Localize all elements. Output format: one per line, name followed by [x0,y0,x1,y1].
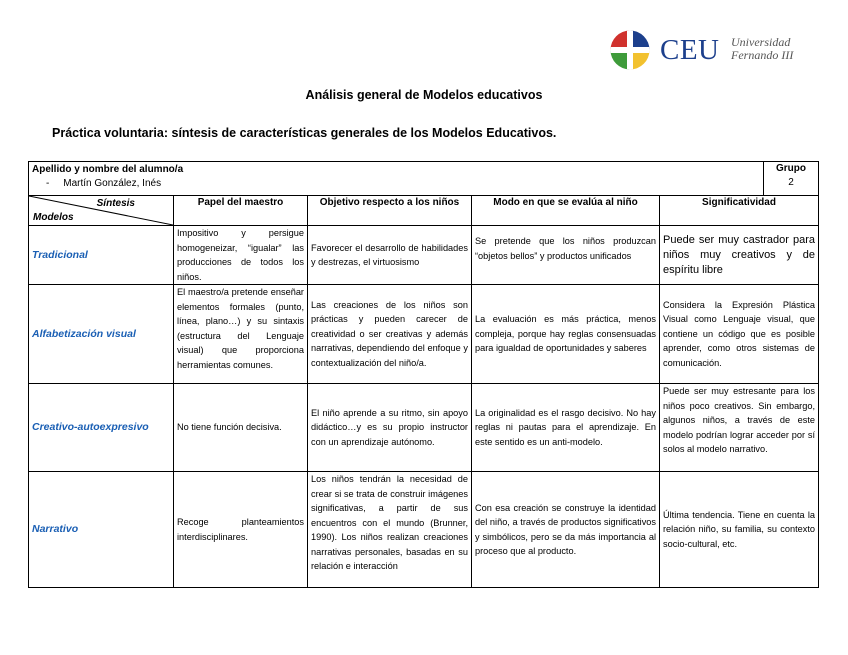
objetivo-cell [308,472,472,588]
column-header-row [29,196,819,226]
student-label: Apellido y nombre del alumno/a [32,164,184,175]
ceu-logo-mark-icon [610,30,650,70]
student-cell [29,162,764,196]
papel-cell: No tiene función decisiva. [174,384,308,472]
model-name: Creativo-autoexpresivo [29,384,174,472]
model-name: Tradicional [29,226,174,285]
modo-cell: Con esa creación se construye la identidad del niño, a través de productos significativos y simbólicos, pero se da más importancia al proceso que al producto. [472,472,660,588]
header-models: Modelos [33,212,74,223]
papel-cell: Recoge planteamientos interdisciplinares. [174,472,308,588]
model-name: Alfabetización visual [29,285,174,384]
student-name: Martín González, Inés [63,178,162,189]
header-synthesis: Síntesis [96,198,135,209]
student-bullet: - [46,178,50,189]
table-row [29,384,819,472]
student-name-line [32,177,760,191]
student-row [29,162,819,196]
university-name [731,36,793,62]
ceu-logo [610,30,810,70]
table-row [29,285,819,384]
header-objetivo: Objetivo respecto a los niños [308,196,472,226]
model-name: Narrativo [29,472,174,588]
group-cell [764,162,819,196]
modo-cell: Se pretende que los niños produzcan “objetos bellos” y productos unificados [472,226,660,285]
objetivo-cell: Favorecer el desarrollo de habilidades y destrezas, el virtuosismo [308,226,472,285]
table-row [29,472,819,588]
objetivo-text: Los niños tendrán la necesidad de crear si se trata de construir imágenes significativas, a partir de sus encuentros con el mundo (Brunner, 1990). Los niños realizan creaciones narrativas personales, basadas en su relación e interacción [311,474,468,571]
papel-cell: El maestro/a pretende enseñar elementos formales (punto, línea, plano…) y su sintaxis (estructura del Lenguaje visual) que proporciona herramientas comunes. [174,285,308,384]
papel-cell: Impositivo y persigue homogeneizar, “igualar” las producciones de todos los niños. [174,226,308,285]
header-papel: Papel del maestro [174,196,308,226]
modo-cell: La evaluación es más práctica, menos compleja, porque hay reglas consensuadas para igualdad de oportunidades y saberes [472,285,660,384]
header-modo: Modo en que se evalúa al niño [472,196,660,226]
document-subtitle: Práctica voluntaria: síntesis de características generales de los Modelos Educativos. [52,126,557,140]
significatividad-cell: Considera la Expresión Plástica Visual como Lenguaje visual, que contiene un código que es posible aprender, como otros sistemas de comunicación. [660,285,819,384]
table-row [29,226,819,285]
ceu-brand-text: CEU [660,34,720,66]
modo-cell: La originalidad es el rasgo decisivo. No hay reglas ni pautas para el aprendizaje. En este sentido es un anti-modelo. [472,384,660,472]
document-title: Análisis general de Modelos educativos [305,88,543,102]
models-table [28,161,819,588]
objetivo-cell: El niño aprende a su ritmo, sin apoyo didáctico…y es su propio instructor con un aprendizaje autónomo. [308,384,472,472]
diagonal-header-cell [29,196,174,226]
university-line-2: Fernando III [731,48,794,62]
group-label: Grupo [776,163,807,174]
significatividad-cell: Última tendencia. Tiene en cuenta la relación niño, su familia, su contexto socio-cultural, etc. [660,472,819,588]
university-line-1: Universidad [731,35,791,49]
group-value: 2 [788,177,794,188]
header-significatividad: Significatividad [660,196,819,226]
objetivo-cell: Las creaciones de los niños son prácticas y pueden carecer de creatividad o ser creativas y además narrativas, dependiendo del enfoque y contextualización del niño/a. [308,285,472,384]
significatividad-cell: Puede ser muy castrador para niños muy creativos y de espíritu libre [660,226,819,285]
significatividad-cell: Puede ser muy estresante para los niños poco creativos. Sin embargo, algunos niños, a través de este modelo podrían lograr acceder por sí solos al modelo narrativo. [660,384,819,472]
